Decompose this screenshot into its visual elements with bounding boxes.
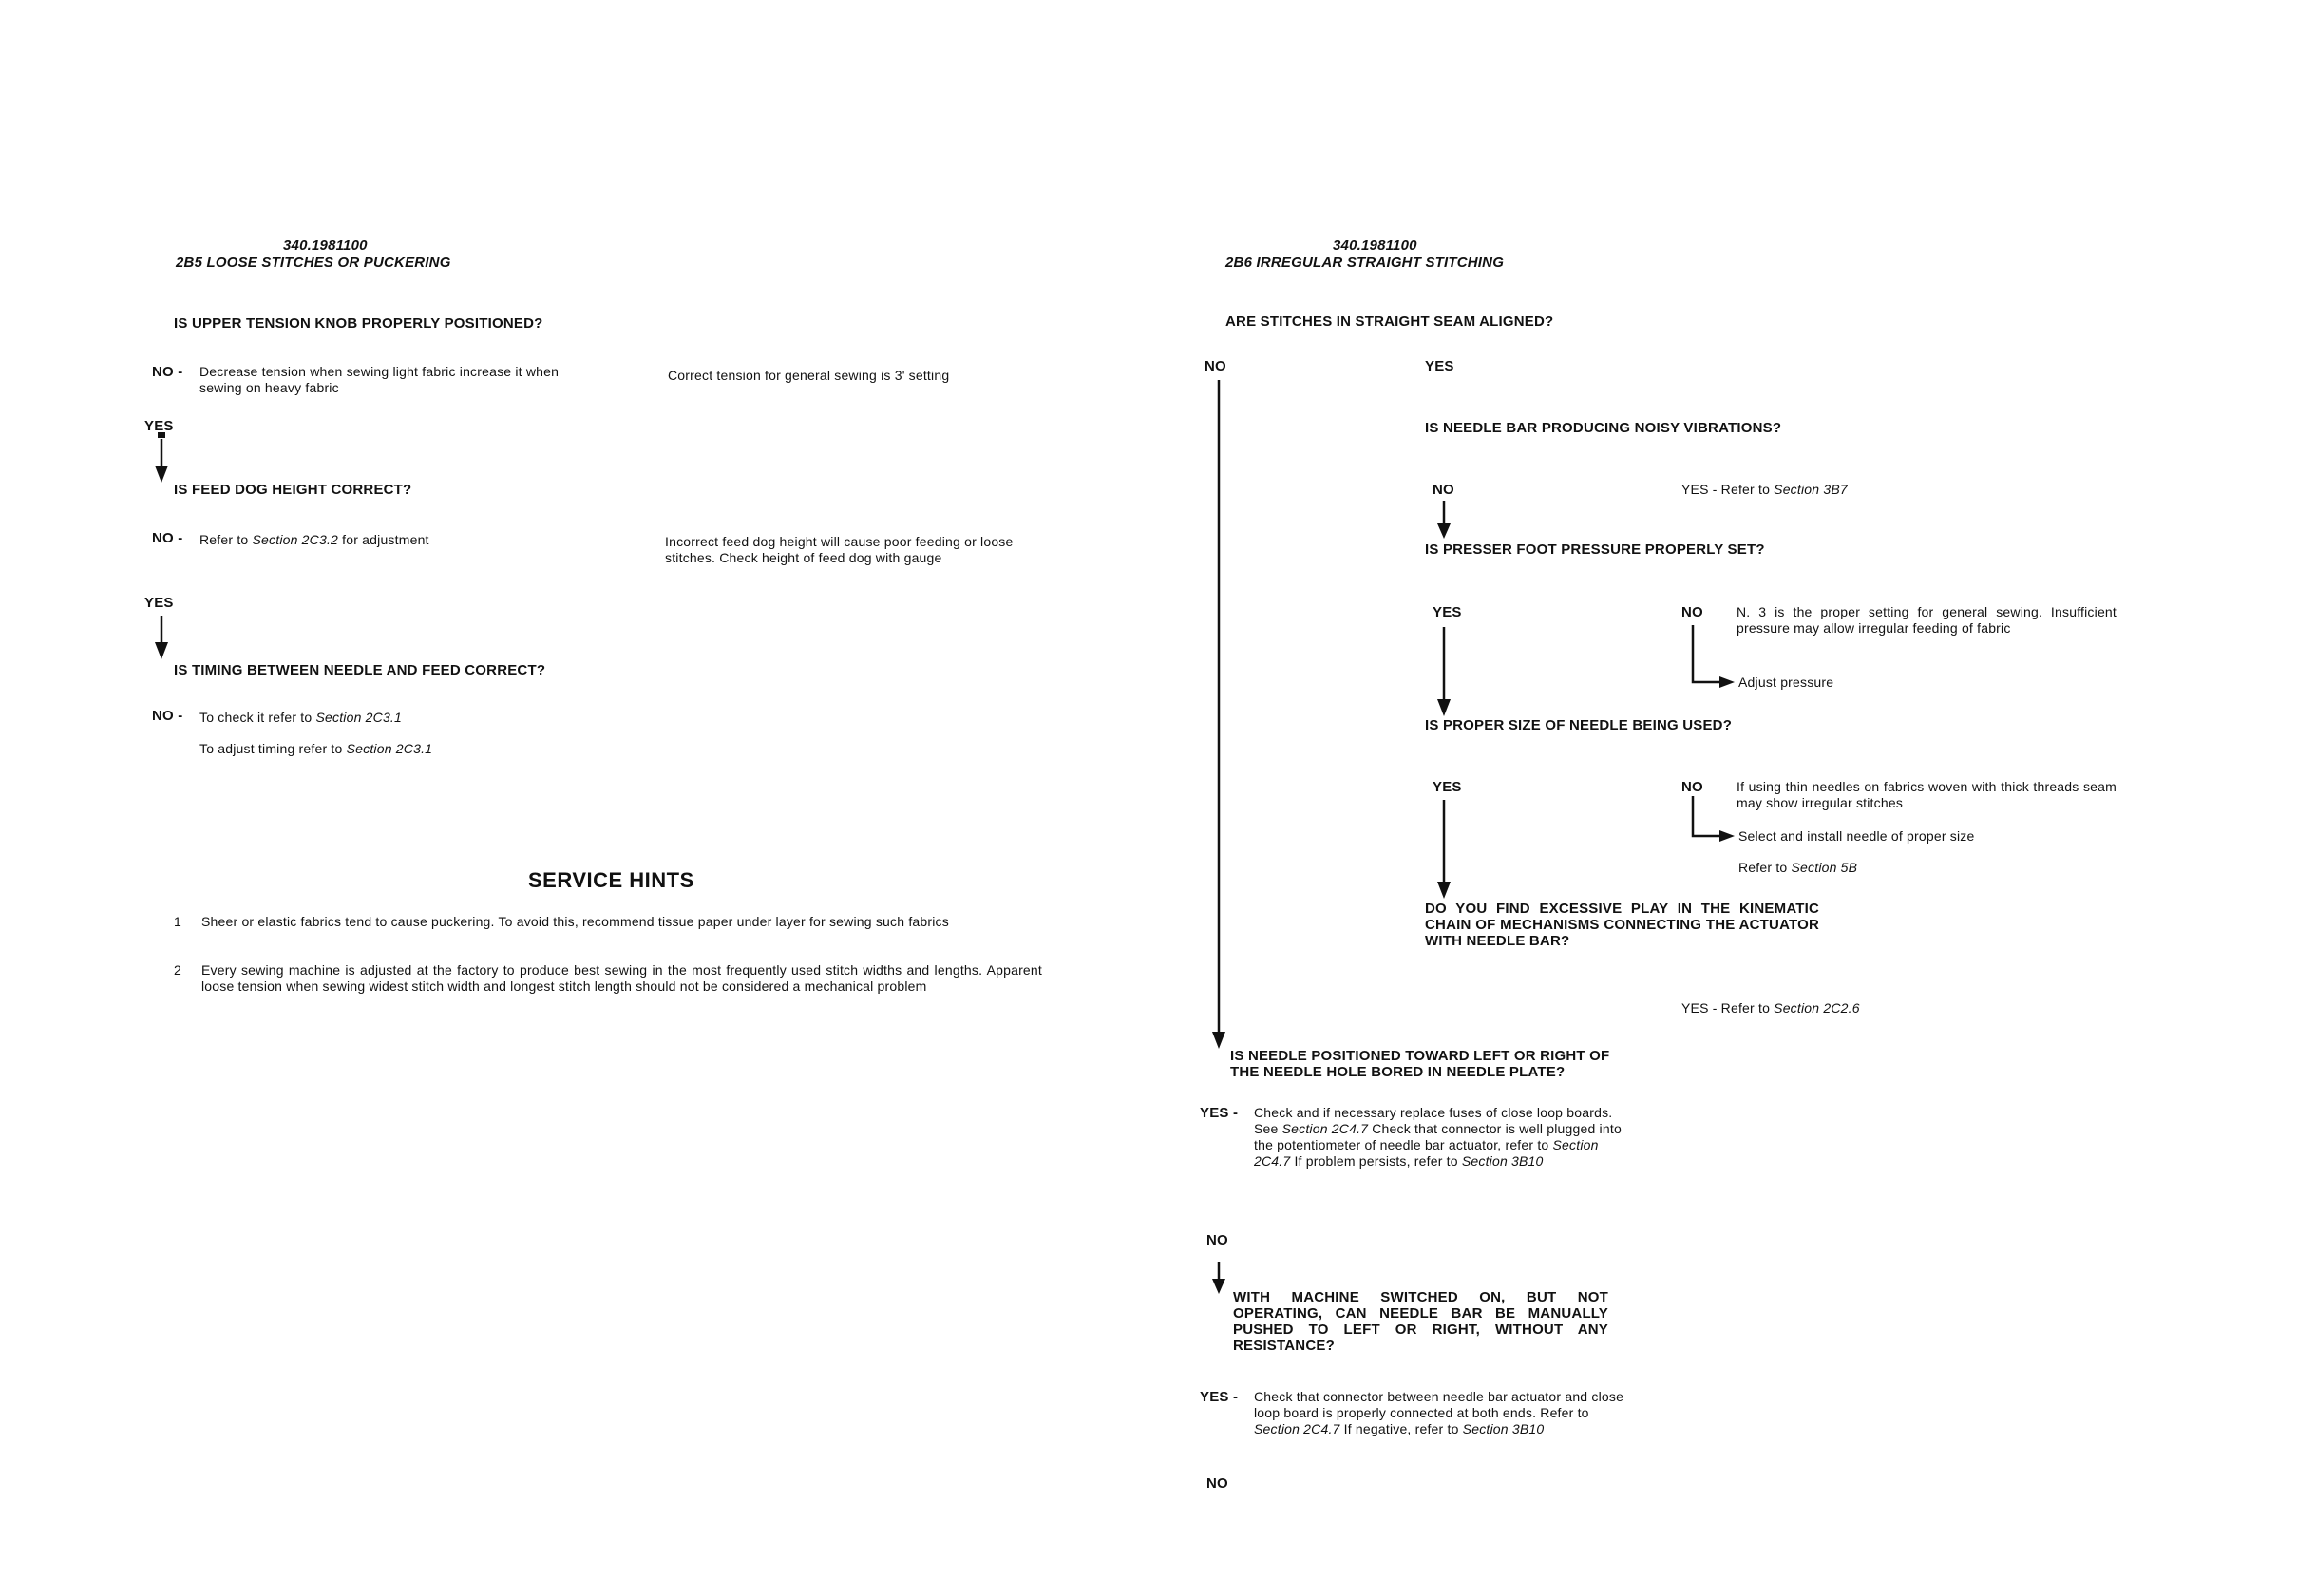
hint-text: Sheer or elastic fabrics tend to cause puckering. To avoid this, recommend tissue paper under layer for sewing such fabrics bbox=[201, 914, 949, 929]
no-label: NO bbox=[1205, 358, 1226, 374]
question-straight-seam: ARE STITCHES IN STRAIGHT SEAM ALIGNED? bbox=[1225, 314, 1554, 330]
question-timing: IS TIMING BETWEEN NEEDLE AND FEED CORRECT? bbox=[174, 662, 546, 678]
answer-text: To check it refer to Section 2C3.1 bbox=[199, 710, 403, 725]
answer-text: Refer to Section 2C3.2 for adjustment bbox=[199, 532, 429, 547]
yes-label: YES bbox=[1433, 779, 1462, 795]
no-label: NO bbox=[1206, 1232, 1228, 1248]
no-label: NO bbox=[1206, 1475, 1228, 1492]
action-text: Select and install needle of proper size bbox=[1738, 828, 1975, 844]
question-presser-foot: IS PRESSER FOOT PRESSURE PROPERLY SET? bbox=[1425, 542, 1765, 558]
hint-text: Every sewing machine is adjusted at the factory to produce best sewing in the most frequently used stitch widths and lengths. Apparent loose tension when sewing widest stitch width and longest stitch length should not be considered a mechanical problem bbox=[201, 962, 1042, 994]
question-kinematic-chain: DO YOU FIND EXCESSIVE PLAY IN THE KINEMATIC CHAIN OF MECHANISMS CONNECTING THE ACTUATOR WITH NEEDLE BAR? bbox=[1425, 901, 1819, 949]
yes-label: YES bbox=[144, 418, 174, 434]
no-label: NO - bbox=[152, 530, 183, 546]
question-manual-push: WITH MACHINE SWITCHED ON, BUT NOT OPERATING, CAN NEEDLE BAR BE MANUALLY PUSHED TO LEFT OR RIGHT, WITHOUT ANY RESISTANCE? bbox=[1233, 1289, 1608, 1354]
doc-number-right: 340.1981100 bbox=[1333, 238, 1417, 254]
answer-text: Check that connector between needle bar actuator and close loop board is properly connected at both ends. Refer to Section 2C4.7 If negative, refer to Section 3B10 bbox=[1254, 1389, 1624, 1436]
answer-text: Check and if necessary replace fuses of close loop boards. See Section 2C4.7 Check that connector is well plugged into the potentiometer of needle bar actuator, refer to Section 2C4.7 If problem persists, refer to Section 3B10 bbox=[1254, 1105, 1622, 1168]
doc-number-left: 340.1981100 bbox=[283, 238, 368, 254]
yes-reference: YES - Refer to Section 2C2.6 bbox=[1681, 1000, 1860, 1016]
yes-label: YES bbox=[1425, 358, 1454, 374]
question-upper-tension: IS UPPER TENSION KNOB PROPERLY POSITIONED? bbox=[174, 315, 543, 332]
yes-label: YES - bbox=[1200, 1105, 1239, 1121]
note-text: Incorrect feed dog height will cause poor feeding or loose stitches. Check height of feed dog with gauge bbox=[665, 534, 1014, 565]
question-needle-size: IS PROPER SIZE OF NEEDLE BEING USED? bbox=[1425, 717, 1733, 733]
no-label: NO - bbox=[152, 364, 183, 380]
no-label: NO bbox=[1681, 604, 1703, 620]
no-label: NO bbox=[1433, 482, 1454, 498]
yes-label: YES bbox=[1433, 604, 1462, 620]
note-text: Correct tension for general sewing is 3' setting bbox=[668, 368, 950, 383]
hint-number: 2 bbox=[174, 962, 181, 978]
reference-text: Refer to Section 5B bbox=[1738, 860, 1858, 875]
section-title-left: 2B5 LOOSE STITCHES OR PUCKERING bbox=[176, 255, 451, 271]
answer-text: To adjust timing refer to Section 2C3.1 bbox=[199, 741, 433, 756]
no-label: NO - bbox=[152, 708, 183, 724]
action-text: Adjust pressure bbox=[1738, 674, 1834, 690]
answer-text: If using thin needles on fabrics woven with thick threads seam may show irregular stitches bbox=[1737, 779, 2117, 810]
hint-number: 1 bbox=[174, 914, 181, 929]
section-title-right: 2B6 IRREGULAR STRAIGHT STITCHING bbox=[1225, 255, 1505, 271]
question-feed-dog: IS FEED DOG HEIGHT CORRECT? bbox=[174, 482, 412, 498]
service-hints-title: SERVICE HINTS bbox=[528, 868, 694, 892]
question-noisy-vibrations: IS NEEDLE BAR PRODUCING NOISY VIBRATIONS? bbox=[1425, 420, 1782, 436]
answer-text: N. 3 is the proper setting for general sewing. Insufficient pressure may allow irregular feeding of fabric bbox=[1737, 604, 2117, 636]
answer-text: Decrease tension when sewing light fabric increase it when sewing on heavy fabric bbox=[199, 364, 560, 395]
no-label: NO bbox=[1681, 779, 1703, 795]
yes-reference: YES - Refer to Section 3B7 bbox=[1681, 482, 1848, 497]
question-needle-position: IS NEEDLE POSITIONED TOWARD LEFT OR RIGHT OF THE NEEDLE HOLE BORED IN NEEDLE PLATE? bbox=[1230, 1048, 1610, 1080]
yes-label: YES bbox=[144, 595, 174, 611]
yes-label: YES - bbox=[1200, 1389, 1239, 1405]
